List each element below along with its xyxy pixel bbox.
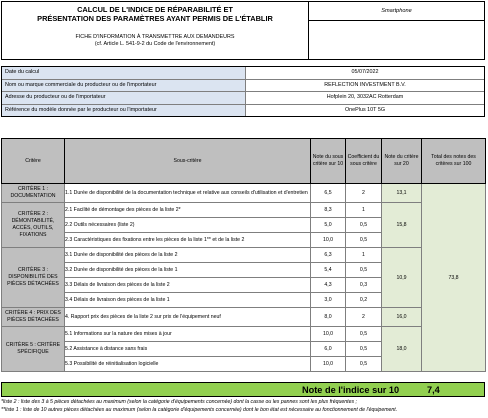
final-score-label: Note de l'indice sur 10 (302, 385, 400, 395)
final-score-bar (1, 382, 485, 397)
info-label: Référence du modèle donnée par le producteur ou l'importateur (2, 105, 246, 117)
device-type: Smartphone (309, 2, 484, 21)
info-label: Date du calcul (2, 67, 246, 79)
criterion-label: CRITÈRE 1 : DOCUMENTATION (2, 184, 65, 203)
table-header-row (2, 139, 486, 184)
footnote-list-2: *liste 2 : liste des 3 à 5 pièces détachées au maximum (selon la catégorie d'équipements concernée) dont la casse ou les pannes sont les plus fréquentes ; (1, 399, 357, 405)
info-value: REFLECTION INVESTMENT B.V. (246, 80, 484, 92)
criterion-note: 13,1 (382, 184, 422, 203)
subcriterion-coef: 2 (346, 184, 382, 203)
subcriterion-label: 3.2 Durée de disponibilité des pièces de la liste 1 (65, 263, 311, 278)
subcriterion-coef: 0,5 (346, 233, 382, 248)
subcriterion-note: 5,0 (311, 218, 346, 233)
info-row-date (2, 67, 484, 80)
subcriterion-label: 3.4 Délais de livraison des pièces de la liste 1 (65, 293, 311, 308)
subcriterion-note: 8,3 (311, 203, 346, 218)
criterion-label: CRITÈRE 5 : CRITÈRE SPÉCIFIQUE (2, 327, 65, 372)
subcriterion-coef: 0,2 (346, 293, 382, 308)
header-total: Total des notes des critères sur 100 (422, 139, 486, 184)
subcriterion-coef: 1 (346, 203, 382, 218)
table-row (2, 203, 486, 218)
criterion-note: 10,9 (382, 248, 422, 308)
info-block (1, 66, 485, 117)
subcriterion-note: 3,0 (311, 293, 346, 308)
subcriterion-label: 2.1 Facilité de démontage des pièces de la liste 2* (65, 203, 311, 218)
subcriterion-note: 4,3 (311, 278, 346, 293)
total-score: 73,8 (422, 184, 486, 372)
info-row-address (2, 92, 484, 105)
footnote-list-1: **liste 1 : liste de 10 autres pièces détachées au maximum (selon la catégorie d'équipements concernée) dont le bon état est nécessaire au fonctionnement de l'équipement. (1, 407, 398, 413)
subcriterion-label: 5.1 Informations sur la nature des mises à jour (65, 327, 311, 342)
info-value: 05/07/2022 (246, 67, 484, 79)
subcriterion-coef: 1 (346, 248, 382, 263)
subcriterion-note: 10,0 (311, 233, 346, 248)
subcriterion-note: 6,5 (311, 184, 346, 203)
header-title-cell (2, 2, 309, 59)
header-note-sub: Note du sous critère sur 10 (311, 139, 346, 184)
subcriterion-note: 6,0 (311, 342, 346, 357)
subcriterion-coef: 0,5 (346, 263, 382, 278)
table-row (2, 184, 486, 203)
criterion-note: 15,8 (382, 203, 422, 248)
page-title (2, 5, 308, 23)
header-subcriteria: Sous-critère (65, 139, 311, 184)
subcriterion-label: 2.2 Outils nécessaires (liste 2) (65, 218, 311, 233)
subcriterion-coef: 0,5 (346, 357, 382, 372)
subcriterion-coef: 0,3 (346, 278, 382, 293)
subcriterion-label: 3.1 Durée de disponibilité des pièces de la liste 2 (65, 248, 311, 263)
table-row (2, 248, 486, 263)
header-subtitle (2, 34, 308, 48)
subcriterion-label: 4. Rapport prix des pièces de la liste 2 sur prix de l'équipement neuf (65, 308, 311, 327)
subtitle-line-1: FICHE D'INFORMATION À TRANSMETTRE AUX DEMANDEURS (75, 34, 235, 40)
info-label: Nom ou marque commerciale du producteur ou de l'importateur (2, 80, 246, 92)
subtitle-line-2: (cf. Article L. 541-9-2 du Code de l'environnement) (94, 41, 216, 47)
criterion-note: 16,0 (382, 308, 422, 327)
criterion-note: 18,0 (382, 327, 422, 372)
header-box (1, 1, 485, 60)
info-row-brand (2, 80, 484, 93)
subcriterion-note: 8,0 (311, 308, 346, 327)
info-label: Adresse du producteur ou de l'importateur (2, 92, 246, 104)
criterion-label: CRITÈRE 3 : DISPONIBILITÉ DES PIÈCES DÉTACHÉES (2, 248, 65, 308)
title-line-1: CALCUL DE L'INDICE DE RÉPARABILITÉ ET (77, 5, 233, 14)
scores-table (1, 138, 486, 372)
subcriterion-note: 6,3 (311, 248, 346, 263)
criterion-label: CRITÈRE 2 : DÉMONTABILITÉ, ACCÈS, OUTILS, FIXATIONS (2, 203, 65, 248)
subcriterion-label: 5.2 Assistance à distance sans frais (65, 342, 311, 357)
header-coef: Coefficient du sous critère (346, 139, 382, 184)
header-criteria: Critère (2, 139, 65, 184)
subcriterion-label: 3.3 Délais de livraison des pièces de la liste 2 (65, 278, 311, 293)
subcriterion-coef: 2 (346, 308, 382, 327)
subcriterion-coef: 0,5 (346, 342, 382, 357)
subcriterion-coef: 0,5 (346, 218, 382, 233)
subcriterion-note: 10,0 (311, 357, 346, 372)
subcriterion-coef: 0,5 (346, 327, 382, 342)
header-note-crit: Note du critère sur 20 (382, 139, 422, 184)
subcriterion-note: 5,4 (311, 263, 346, 278)
subcriterion-label: 2.3 Caractéristiques des fixations entre les pièces de la liste 1** et de la liste 2 (65, 233, 311, 248)
table-row (2, 308, 486, 327)
subcriterion-label: 5.3 Possibilité de réinitialisation logicielle (65, 357, 311, 372)
subcriterion-note: 10,0 (311, 327, 346, 342)
info-value: OnePlus 10T 5G (246, 105, 484, 117)
table-row (2, 327, 486, 342)
criterion-label: CRITÈRE 4 : PRIX DES PIÈCES DÉTACHÉES (2, 308, 65, 327)
final-score-value: 7,4 (427, 385, 440, 395)
info-row-model (2, 105, 484, 117)
subcriterion-label: 1.1 Durée de disponibilité de la documentation technique et relative aux conseils d'utilisation et d'entretien (65, 184, 311, 203)
title-line-2: PRÉSENTATION DES PARAMÈTRES AYANT PERMIS DE L'ÉTABLIR (37, 14, 273, 23)
info-value: Hofplein 20, 3032AC Rotterdam (246, 92, 484, 104)
